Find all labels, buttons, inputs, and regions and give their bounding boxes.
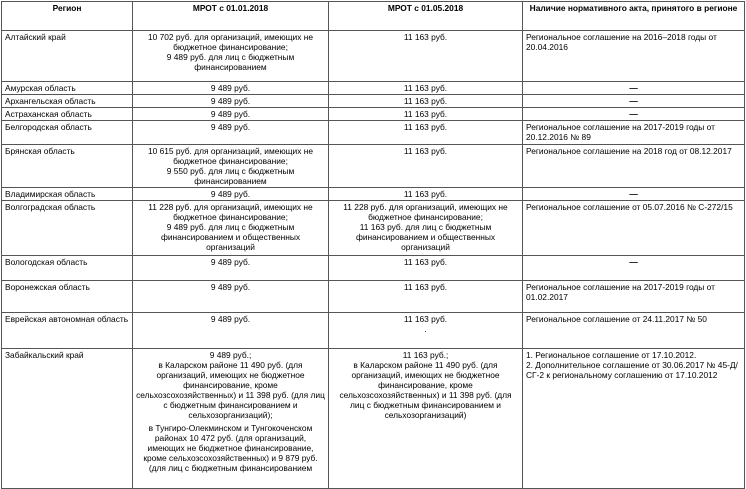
- act-cell: —: [523, 108, 745, 121]
- region-cell: Владимирская область: [2, 188, 133, 201]
- mrot-jan-cell: 9 489 руб.; в Каларском районе 11 490 руб. (для организаций, имеющих не бюджетное финансирование, кроме сельхозсохозяйственных) и 11 398 руб. (для лиц с бюджетным финансированием и сельхозорганизаций); в Тунгиро-Олекминском и Тунгокоченском районах 10 472 руб. (для организаций, имеющих не бюджетное финансирование, кроме сельхозсохозяйственных) и 9 879 руб. (для лиц с бюджетным финансированием: [133, 349, 329, 489]
- mrot-jan-cell: 10 702 руб. для организаций, имеющих не бюджетное финансирование; 9 489 руб. для лиц с бюджетным финансированием: [133, 31, 329, 82]
- table-row: [2, 145, 745, 188]
- region-cell: Астраханская область: [2, 108, 133, 121]
- act-cell: 1. Региональное соглашение от 17.10.2012. 2. Дополнительное соглашение от 30.06.2017 № 45-Д/СГ-2 к региональному соглашению от 17.10.2012: [523, 349, 745, 489]
- header-act: Наличие нормативного акта, принятого в регионе: [523, 2, 745, 31]
- mrot-jan-cell: 9 489 руб.: [133, 256, 329, 281]
- act-cell: Региональное соглашение на 2017-2019 годы от 01.02.2017: [523, 281, 745, 313]
- mrot-may-cell: 11 163 руб.: [329, 188, 523, 201]
- mrot-jan-cell: 9 489 руб.: [133, 108, 329, 121]
- region-cell: Еврейская автономная область: [2, 313, 133, 349]
- table-row: [2, 121, 745, 145]
- mrot-jan-cell: 9 489 руб.: [133, 188, 329, 201]
- table-row: [2, 201, 745, 256]
- table-header-row: [2, 2, 745, 31]
- table-row: [2, 82, 745, 95]
- table-row: [2, 349, 745, 489]
- header-mrot-jan: МРОТ с 01.01.2018: [133, 2, 329, 31]
- mrot-may-cell: 11 163 руб.: [329, 108, 523, 121]
- mrot-may-cell: 11 163 руб.: [329, 31, 523, 82]
- region-cell: Амурская область: [2, 82, 133, 95]
- table-row: [2, 95, 745, 108]
- mrot-jan-cell: 10 615 руб. для организаций, имеющих не бюджетное финансирование; 9 550 руб. для лиц с бюджетным финансированием: [133, 145, 329, 188]
- table-row: [2, 108, 745, 121]
- region-cell: Белгородская область: [2, 121, 133, 145]
- mrot-may-cell: 11 163 руб.: [329, 95, 523, 108]
- mrot-jan-cell: 9 489 руб.: [133, 95, 329, 108]
- mrot-jan-cell: 9 489 руб.: [133, 281, 329, 313]
- act-cell: Региональное соглашение на 2017-2019 годы от 20.12.2016 № 89: [523, 121, 745, 145]
- table-row: [2, 31, 745, 82]
- region-cell: Алтайский край: [2, 31, 133, 82]
- mrot-may-cell: 11 163 руб.: [329, 281, 523, 313]
- mrot-may-cell: 11 163 руб.: [329, 82, 523, 95]
- mrot-may-cell: 11 163 руб.; в Каларском районе 11 490 руб. (для организаций, имеющих не бюджетное финансирование, кроме сельхозсохозяйственных) и 11 398 руб. (для лиц с бюджетным финансированием и сельхозорганизаций): [329, 349, 523, 489]
- table-row: [2, 256, 745, 281]
- region-cell: Воронежская область: [2, 281, 133, 313]
- mrot-jan-cell: 9 489 руб.: [133, 82, 329, 95]
- table-row: [2, 281, 745, 313]
- act-cell: Региональное соглашение на 2018 год от 08.12.2017: [523, 145, 745, 188]
- region-cell: Вологодская область: [2, 256, 133, 281]
- header-mrot-may: МРОТ с 01.05.2018: [329, 2, 523, 31]
- act-cell: —: [523, 188, 745, 201]
- mrot-may-cell: 11 163 руб.: [329, 121, 523, 145]
- act-cell: —: [523, 95, 745, 108]
- region-cell: Забайкальский край: [2, 349, 133, 489]
- act-cell: Региональное соглашение от 05.07.2016 № С-272/15: [523, 201, 745, 256]
- mrot-jan-cell: 9 489 руб.: [133, 313, 329, 349]
- mrot-may-cell: 11 163 руб.: [329, 145, 523, 188]
- mrot-table: [1, 1, 745, 489]
- act-cell: Региональное соглашение на 2016–2018 годы от 20.04.2016: [523, 31, 745, 82]
- mrot-jan-cell: 9 489 руб.: [133, 121, 329, 145]
- header-region: Регион: [2, 2, 133, 31]
- table-row: [2, 188, 745, 201]
- region-cell: Волгоградская область: [2, 201, 133, 256]
- mrot-may-cell: 11 163 руб.: [329, 256, 523, 281]
- mrot-jan-cell: 11 228 руб. для организаций, имеющих не бюджетное финансирование; 9 489 руб. для лиц с бюджетным финансированием и общественных организаций: [133, 201, 329, 256]
- region-cell: Брянская область: [2, 145, 133, 188]
- table-row: [2, 313, 745, 349]
- act-cell: —: [523, 256, 745, 281]
- act-cell: —: [523, 82, 745, 95]
- region-cell: Архангельская область: [2, 95, 133, 108]
- mrot-may-cell: 11 163 руб. .: [329, 313, 523, 349]
- mrot-may-cell: 11 228 руб. для организаций, имеющих не бюджетное финансирование; 11 163 руб. для лиц с бюджетным финансированием и общественных организаций: [329, 201, 523, 256]
- act-cell: Региональное соглашение от 24.11.2017 № 50: [523, 313, 745, 349]
